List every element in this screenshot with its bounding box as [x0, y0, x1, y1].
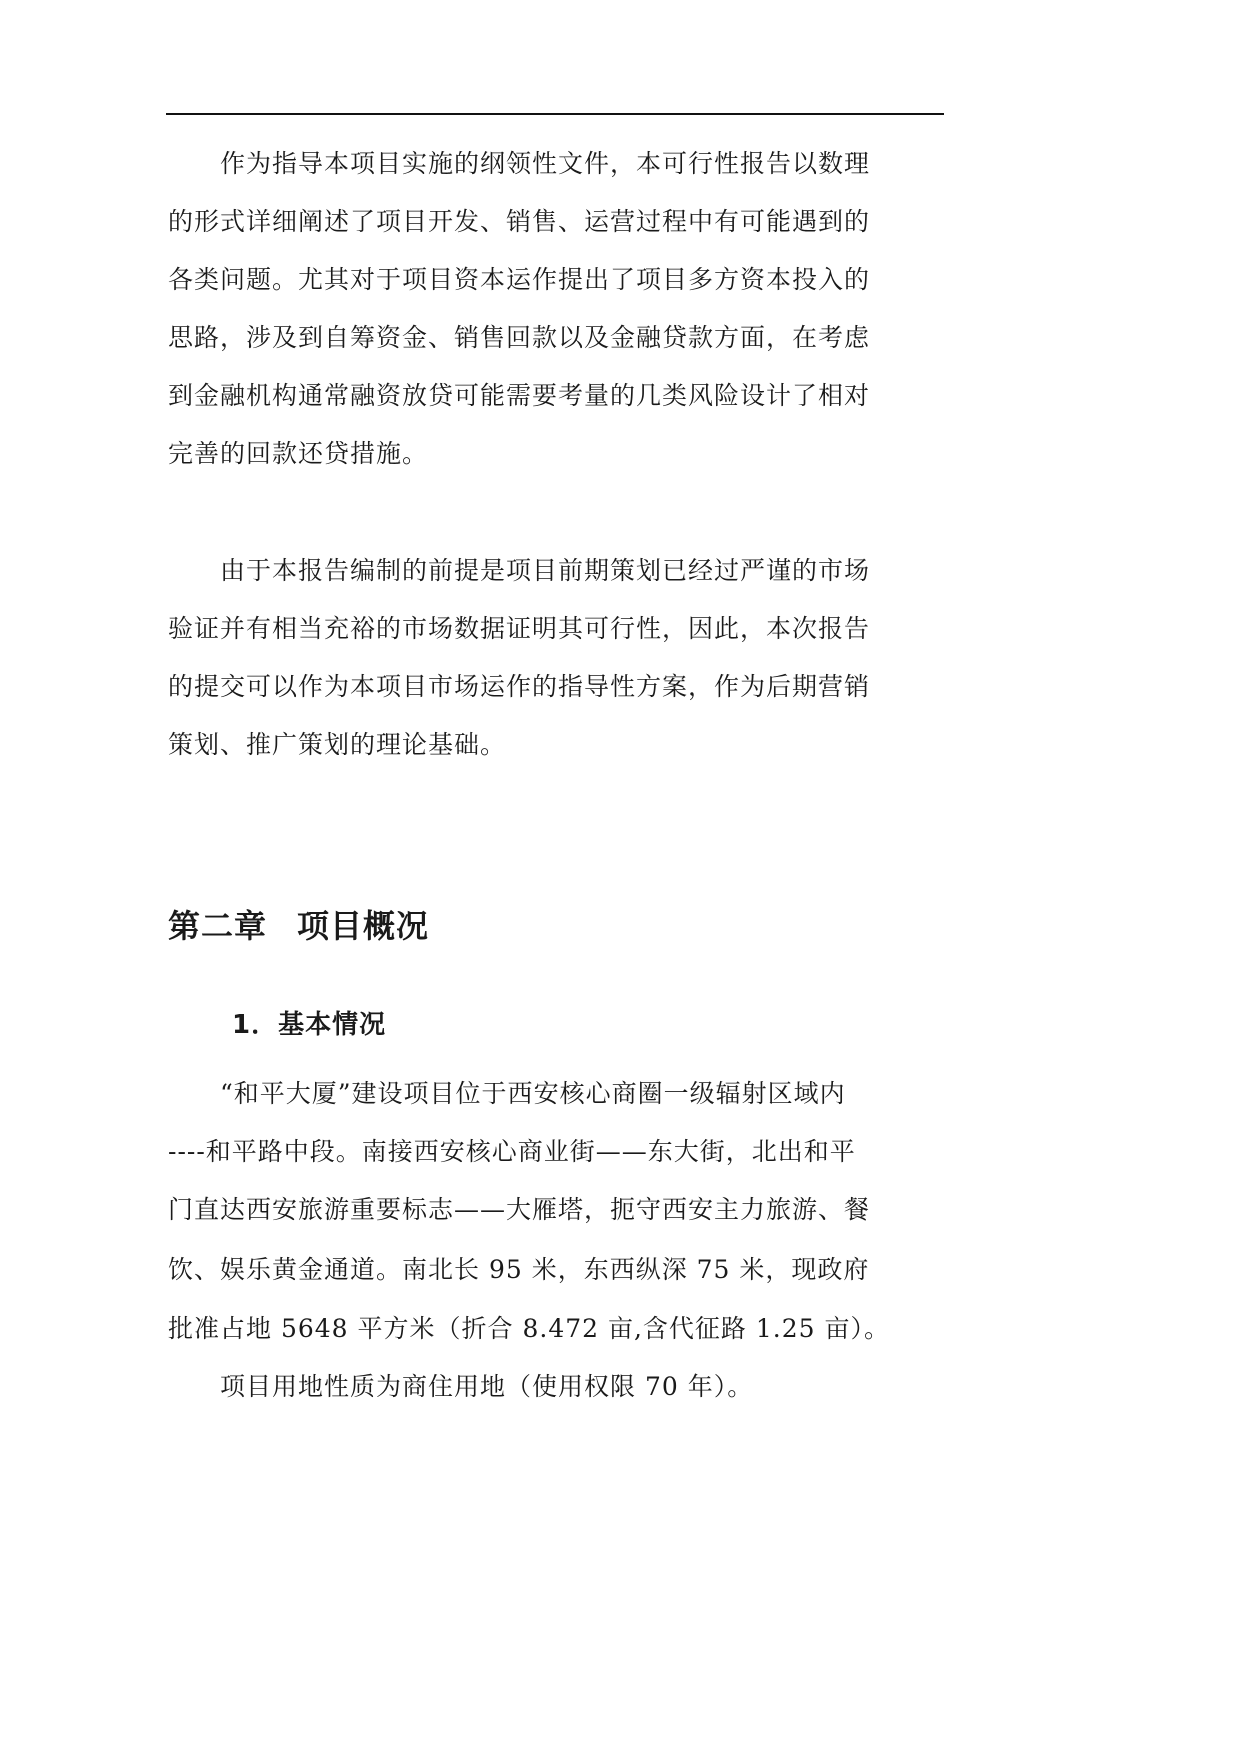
paragraph-3-line-3: 门直达西安旅游重要标志——大雁塔，扼守西安主力旅游、餐	[168, 1195, 871, 1224]
paragraph-2-line-4: 策划、推广策划的理论基础。	[168, 730, 507, 759]
header-rule	[166, 113, 944, 115]
paragraph-4-line-1: 项目用地性质为商住用地（使用权限 70 年）。	[220, 1372, 754, 1401]
section-heading: 1．基本情况	[232, 1010, 387, 1040]
paragraph-2-line-3: 的提交可以作为本项目市场运作的指导性方案，作为后期营销	[168, 672, 871, 701]
chapter-heading	[168, 906, 429, 946]
paragraph-2-line-2: 验证并有相当充裕的市场数据证明其可行性，因此，本次报告	[168, 614, 871, 643]
chapter-number: 第二章	[168, 907, 268, 945]
chapter-title: 项目概况	[297, 907, 430, 945]
paragraph-1-line-2: 的形式详细阐述了项目开发、销售、运营过程中有可能遇到的	[168, 207, 871, 236]
paragraph-1-line-4: 思路，涉及到自筹资金、销售回款以及金融贷款方面，在考虑	[168, 323, 871, 352]
paragraph-3-line-1: “和平大厦”建设项目位于西安核心商圈一级辐射区域内	[220, 1079, 846, 1108]
paragraph-1-line-1: 作为指导本项目实施的纲领性文件，本可行性报告以数理	[220, 149, 871, 178]
paragraph-1-line-6: 完善的回款还贷措施。	[168, 439, 429, 468]
paragraph-3-line-4: 饮、娱乐黄金通道。南北长 95 米，东西纵深 75 米，现政府	[168, 1255, 870, 1284]
paragraph-1-line-3: 各类问题。尤其对于项目资本运作提出了项目多方资本投入的	[168, 265, 871, 294]
paragraph-3-line-2: ----和平路中段。南接西安核心商业街——东大街，北出和平	[168, 1137, 856, 1166]
paragraph-1-line-5: 到金融机构通常融资放贷可能需要考量的几类风险设计了相对	[168, 381, 871, 410]
paragraph-3-line-5: 批准占地 5648 平方米（折合 8.472 亩,含代征路 1.25 亩）。	[168, 1314, 890, 1343]
paragraph-2-line-1: 由于本报告编制的前提是项目前期策划已经过严谨的市场	[220, 556, 871, 585]
